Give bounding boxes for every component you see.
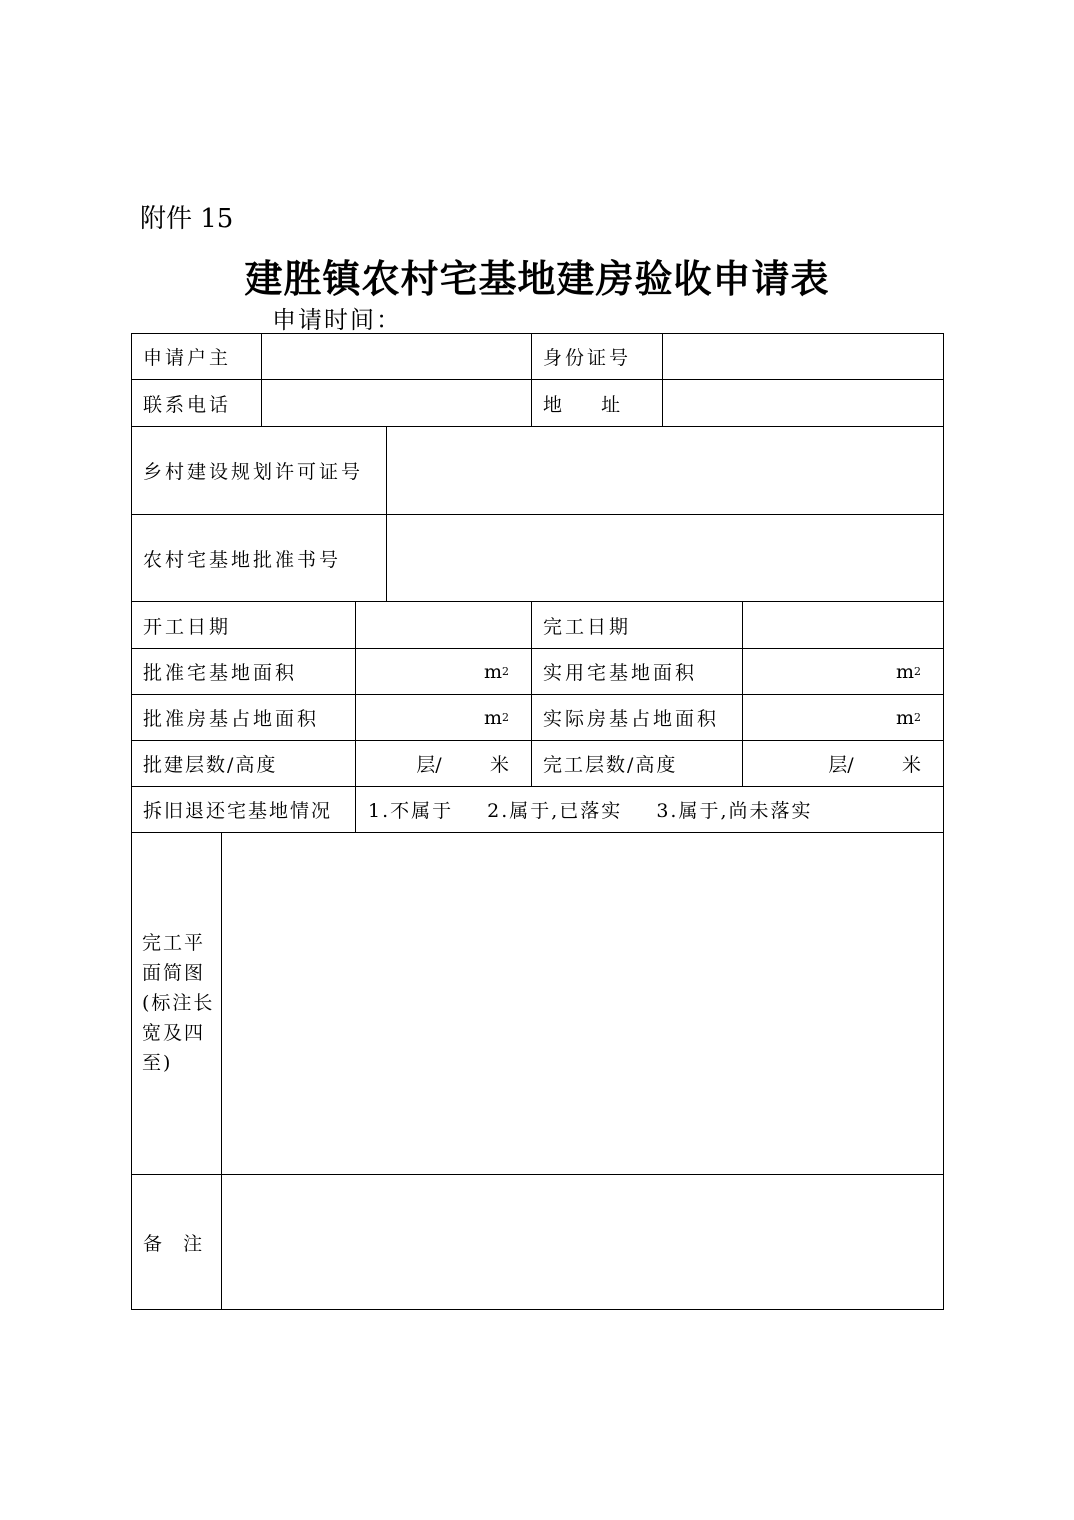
applicant-field[interactable]	[262, 334, 531, 379]
demolition-option-1[interactable]: 1.不属于	[368, 800, 454, 822]
area-unit: m	[483, 660, 502, 683]
area-unit: m	[483, 706, 502, 729]
completion-date-label: 完工日期	[543, 615, 632, 638]
demolition-options	[356, 787, 943, 832]
address-label: 地 址	[543, 393, 624, 416]
approved-floors-field[interactable]	[356, 741, 531, 786]
floor-plan-label: 完工平面简图(标注长宽及四至)	[142, 932, 215, 1074]
actual-homestead-area-field[interactable]: m 2	[895, 660, 921, 683]
area-unit: m	[895, 706, 914, 729]
address-field[interactable]	[663, 380, 943, 426]
attachment-number: 附件 15	[140, 204, 234, 234]
start-date-label: 开工日期	[143, 615, 232, 638]
homestead-approval-label: 农村宅基地批准书号	[143, 548, 342, 571]
area-unit: m	[895, 660, 914, 683]
actual-footprint-label: 实际房基占地面积	[543, 708, 720, 730]
apply-time-label: 申请时间：	[272, 306, 402, 334]
approved-homestead-area-field[interactable]: m 2	[483, 660, 509, 683]
phone-label: 联系电话	[143, 393, 232, 416]
homestead-approval-field[interactable]	[387, 515, 943, 601]
demolition-option-3[interactable]: 3.属于,尚未落实	[656, 800, 813, 822]
approved-footprint-label: 批准房基占地面积	[143, 708, 320, 730]
id-number-field[interactable]	[663, 334, 943, 379]
planning-permit-field[interactable]	[387, 427, 943, 514]
id-number-label: 身份证号	[543, 346, 632, 369]
start-date-field[interactable]	[356, 602, 531, 648]
floors-unit: 层/ 米	[828, 754, 921, 776]
approved-floors-label: 批建层数/高度	[143, 754, 278, 776]
phone-field[interactable]	[262, 380, 531, 426]
completed-floors-label: 完工层数/高度	[543, 754, 678, 776]
floor-plan-area[interactable]	[222, 833, 943, 1174]
demolition-label: 拆旧退还宅基地情况	[143, 800, 333, 822]
floors-unit: 层/ 米	[416, 754, 509, 776]
completion-date-field[interactable]	[743, 602, 943, 648]
remarks-field[interactable]	[222, 1175, 943, 1309]
completed-floors-field[interactable]	[743, 741, 943, 786]
approved-homestead-area-label: 批准宅基地面积	[143, 662, 298, 684]
applicant-label: 申请户主	[143, 346, 232, 369]
remarks-label: 备 注	[143, 1233, 206, 1255]
actual-homestead-area-label: 实用宅基地面积	[543, 662, 698, 684]
form-title: 建胜镇农村宅基地建房验收申请表	[244, 257, 830, 301]
actual-footprint-field[interactable]: m 2	[895, 706, 921, 729]
planning-permit-label: 乡村建设规划许可证号	[143, 461, 364, 483]
demolition-option-2[interactable]: 2.属于,已落实	[487, 800, 623, 822]
approved-footprint-field[interactable]: m 2	[483, 706, 509, 729]
